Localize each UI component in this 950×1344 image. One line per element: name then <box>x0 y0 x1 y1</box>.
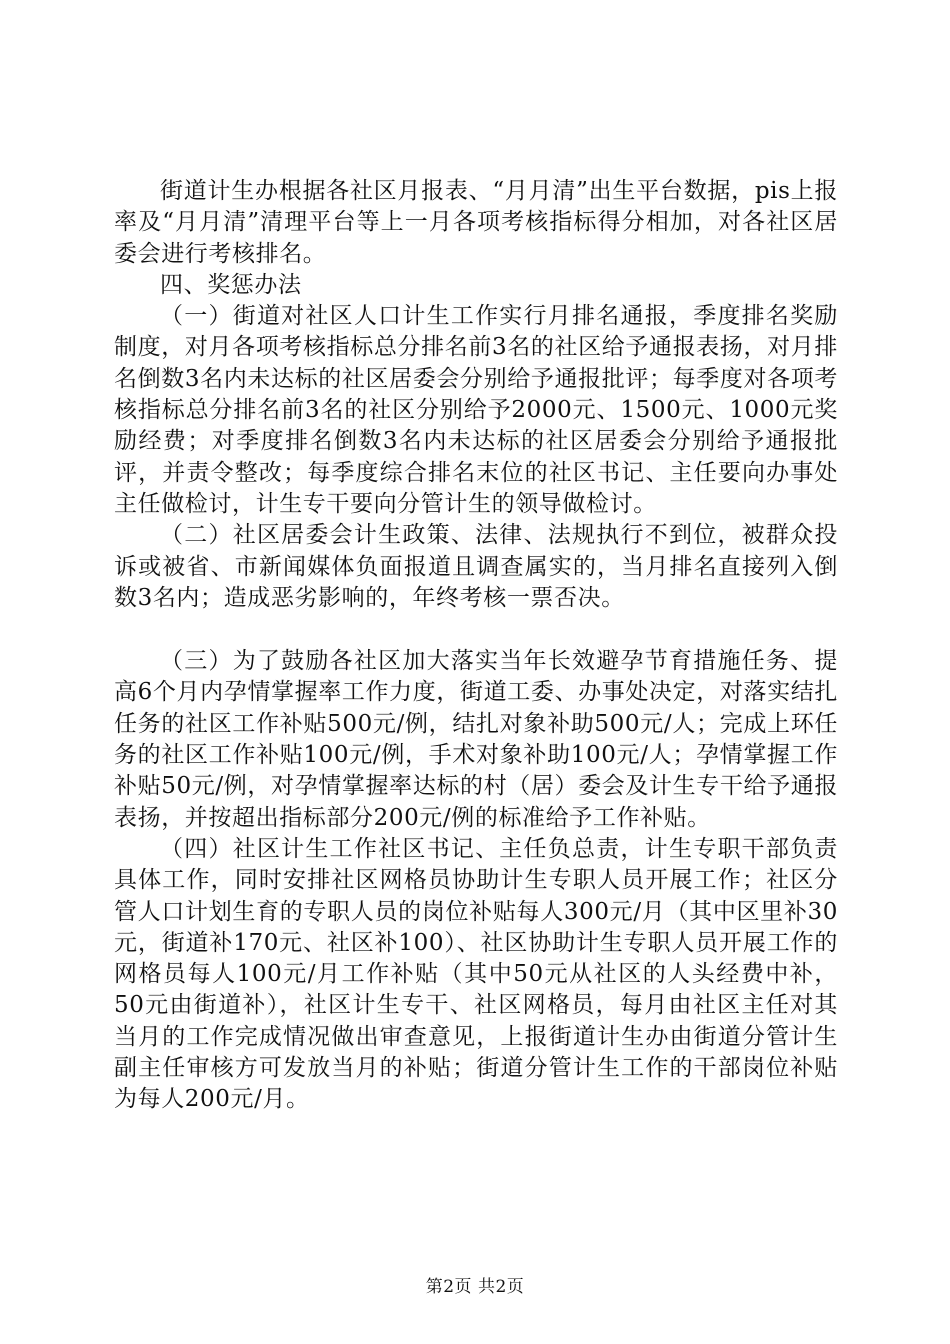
paragraph-item-2: （二）社区居委会计生政策、法律、法规执行不到位，被群众投诉或被省、市新闻媒体负面报道且调查属实的，当月排名直接列入倒数3名内；造成恶劣影响的，年终考核一票否决。 <box>114 522 838 611</box>
section-heading-rewards-penalties: 四、奖惩办法 <box>160 271 302 298</box>
paragraph-item-1: （一）街道对社区人口计生工作实行月排名通报，季度排名奖励制度，对月各项考核指标总分排名前3名的社区给予通报表扬，对月排名倒数3名内未达标的社区居委会分别给予通报批评；每季度对各项考核指标总分排名前3名的社区分别给予2000元、1500元、1000元奖励经费；对季度排名倒数3名内未达标的社区居委会分别给予通报批评，并责令整改；每季度综合排名末位的社区书记、主任要向办事处主任做检讨，计生专干要向分管计生的领导做检讨。 <box>114 303 838 517</box>
paragraph-assessment-ranking: 街道计生办根据各社区月报表、“月月清”出生平台数据，pis上报率及“月月清”清理平台等上一月各项考核指标得分相加，对各社区居委会进行考核排名。 <box>114 178 838 267</box>
document-body <box>114 176 838 1116</box>
page-number-footer: 第2页 共2页 <box>425 1277 525 1297</box>
paragraph-item-3: （三）为了鼓励各社区加大落实当年长效避孕节育措施任务、提高6个月内孕情掌握率工作力度，街道工委、办事处决定，对落实结扎任务的社区工作补贴500元/例，结扎对象补助500元/人；完成上环任务的社区工作补贴100元/例，手术对象补助100元/人；孕情掌握工作补贴50元/例，对孕情掌握率达标的村（居）委会及计生专干给予通报表扬，并按超出指标部分200元/例的标准给予工作补贴。 <box>114 648 838 831</box>
paragraph-item-4: （四）社区计生工作社区书记、主任负总责，计生专职干部负责具体工作，同时安排社区网格员协助计生专职人员开展工作；社区分管人口计划生育的专职人员的岗位补贴每人300元/月（其中区里补30元，街道补170元、社区补100）、社区协助计生专职人员开展工作的网格员每人100元/月工作补贴（其中50元从社区的人头经费中补，50元由街道补），社区计生专干、社区网格员，每月由社区主任对其当月的工作完成情况做出审查意见，上报街道计生办由街道分管计生副主任审核方可发放当月的补贴；街道分管计生工作的干部岗位补贴为每人200元/月。 <box>114 835 838 1113</box>
